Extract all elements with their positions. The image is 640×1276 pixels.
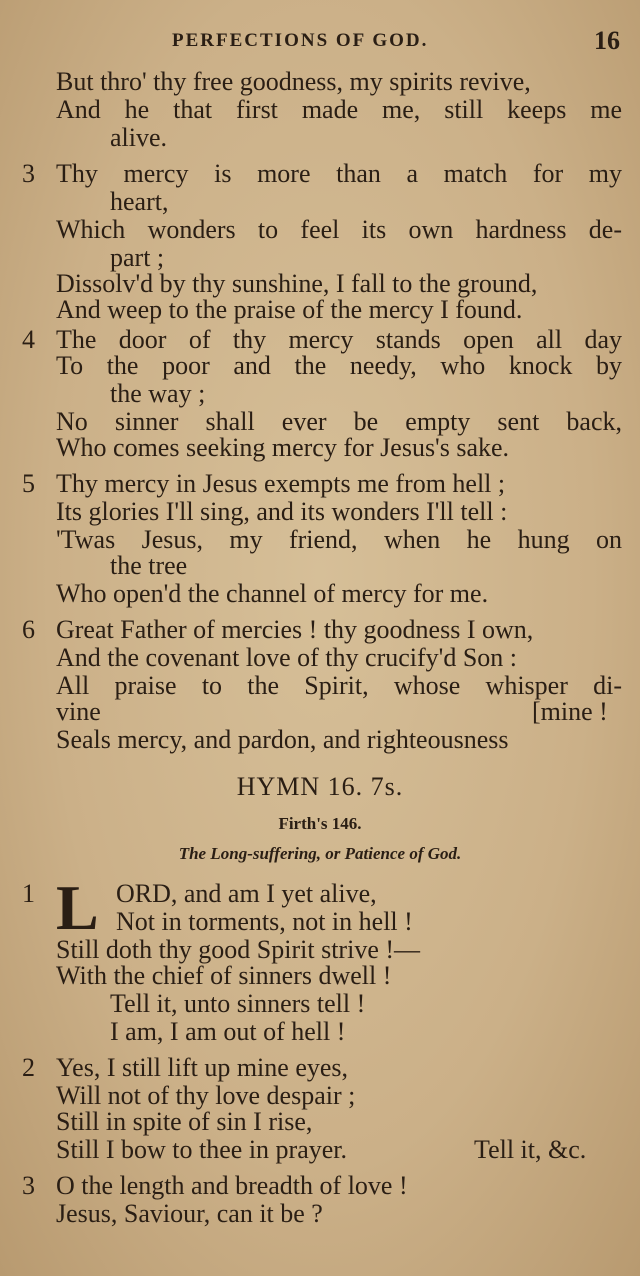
hymn-tune: Firth's 146.	[278, 814, 362, 833]
verse-line: Thy mercy in Jesus exempts me from hell ;	[56, 469, 506, 498]
verse-line: All praise to the Spirit, whose whisper di-	[56, 671, 622, 700]
verse-line: Seals mercy, and pardon, and righteousness	[56, 725, 509, 754]
verse-line: Which wonders to feel its own hardness de-	[56, 215, 622, 244]
verse-number: 4	[22, 325, 35, 354]
verse-number: 1	[22, 879, 35, 908]
verse-line: ORD, and am I yet alive,	[116, 879, 377, 908]
page-header	[0, 26, 640, 60]
verse-line: Jesus, Saviour, can it be ?	[56, 1199, 323, 1228]
verse-line: Still in spite of sin I rise,	[56, 1107, 313, 1136]
verse-line: Who comes seeking mercy for Jesus's sake.	[56, 433, 510, 462]
verse-number: 3	[22, 1171, 35, 1200]
verse-line: the way ;	[110, 379, 206, 408]
hymn-subject: The Long-suffering, or Patience of God.	[178, 844, 462, 863]
verse-number: 3	[22, 159, 35, 188]
running-head: PERFECTIONS OF GOD.	[172, 30, 429, 51]
verse-line: the tree	[110, 551, 188, 580]
verse-number: 5	[22, 469, 35, 498]
drop-cap: L	[56, 872, 99, 943]
verse-line: But thro' thy free goodness, my spirits revive,	[56, 67, 531, 96]
verse-line: Still doth thy good Spirit strive !—	[56, 935, 421, 964]
verse-line: Great Father of mercies ! thy goodness I own,	[56, 615, 534, 644]
verse-line: Who open'd the channel of mercy for me.	[56, 579, 489, 608]
verse-line: No sinner shall ever be empty sent back,	[56, 407, 622, 436]
verse-line: heart,	[110, 187, 169, 216]
verse-line: With the chief of sinners dwell !	[56, 961, 392, 990]
verse-number: 6	[22, 615, 35, 644]
refrain-cue: Tell it, &c.	[474, 1135, 587, 1164]
verse-line: I am, I am out of hell !	[110, 1017, 346, 1046]
verse-line: Dissolv'd by thy sunshine, I fall to the ground,	[56, 269, 538, 298]
verse-line: 'Twas Jesus, my friend, when he hung on	[56, 525, 622, 554]
verse-line: part ;	[110, 243, 165, 272]
verse-line: Its glories I'll sing, and its wonders I'll tell :	[56, 497, 508, 526]
verse-line: Still I bow to thee in prayer.	[56, 1135, 348, 1164]
verse-line: Thy mercy is more than a match for my	[56, 159, 622, 188]
verse-line: The door of thy mercy stands open all day	[56, 325, 622, 354]
verse-line: Yes, I still lift up mine eyes,	[56, 1053, 349, 1082]
verse-line: Not in torments, not in hell !	[116, 907, 413, 936]
verse-line: And the covenant love of thy crucify'd Son :	[56, 643, 518, 672]
verse-line: To the poor and the needy, who knock by	[56, 351, 622, 380]
verse-line: alive.	[110, 123, 168, 152]
verse-line: Will not of thy love despair ;	[56, 1081, 356, 1110]
verse-line: vine	[56, 697, 101, 726]
verse-line: And weep to the praise of the mercy I found.	[56, 295, 523, 324]
hymn-title: HYMN 16. 7s.	[236, 772, 404, 801]
verse-number: 2	[22, 1053, 35, 1082]
verse-line: And he that first made me, still keeps me	[56, 95, 622, 124]
verse-line-turnover: [mine !	[532, 697, 608, 726]
verse-line: Tell it, unto sinners tell !	[110, 989, 366, 1018]
page-number: 16	[594, 26, 620, 55]
verse-line: O the length and breadth of love !	[56, 1171, 408, 1200]
